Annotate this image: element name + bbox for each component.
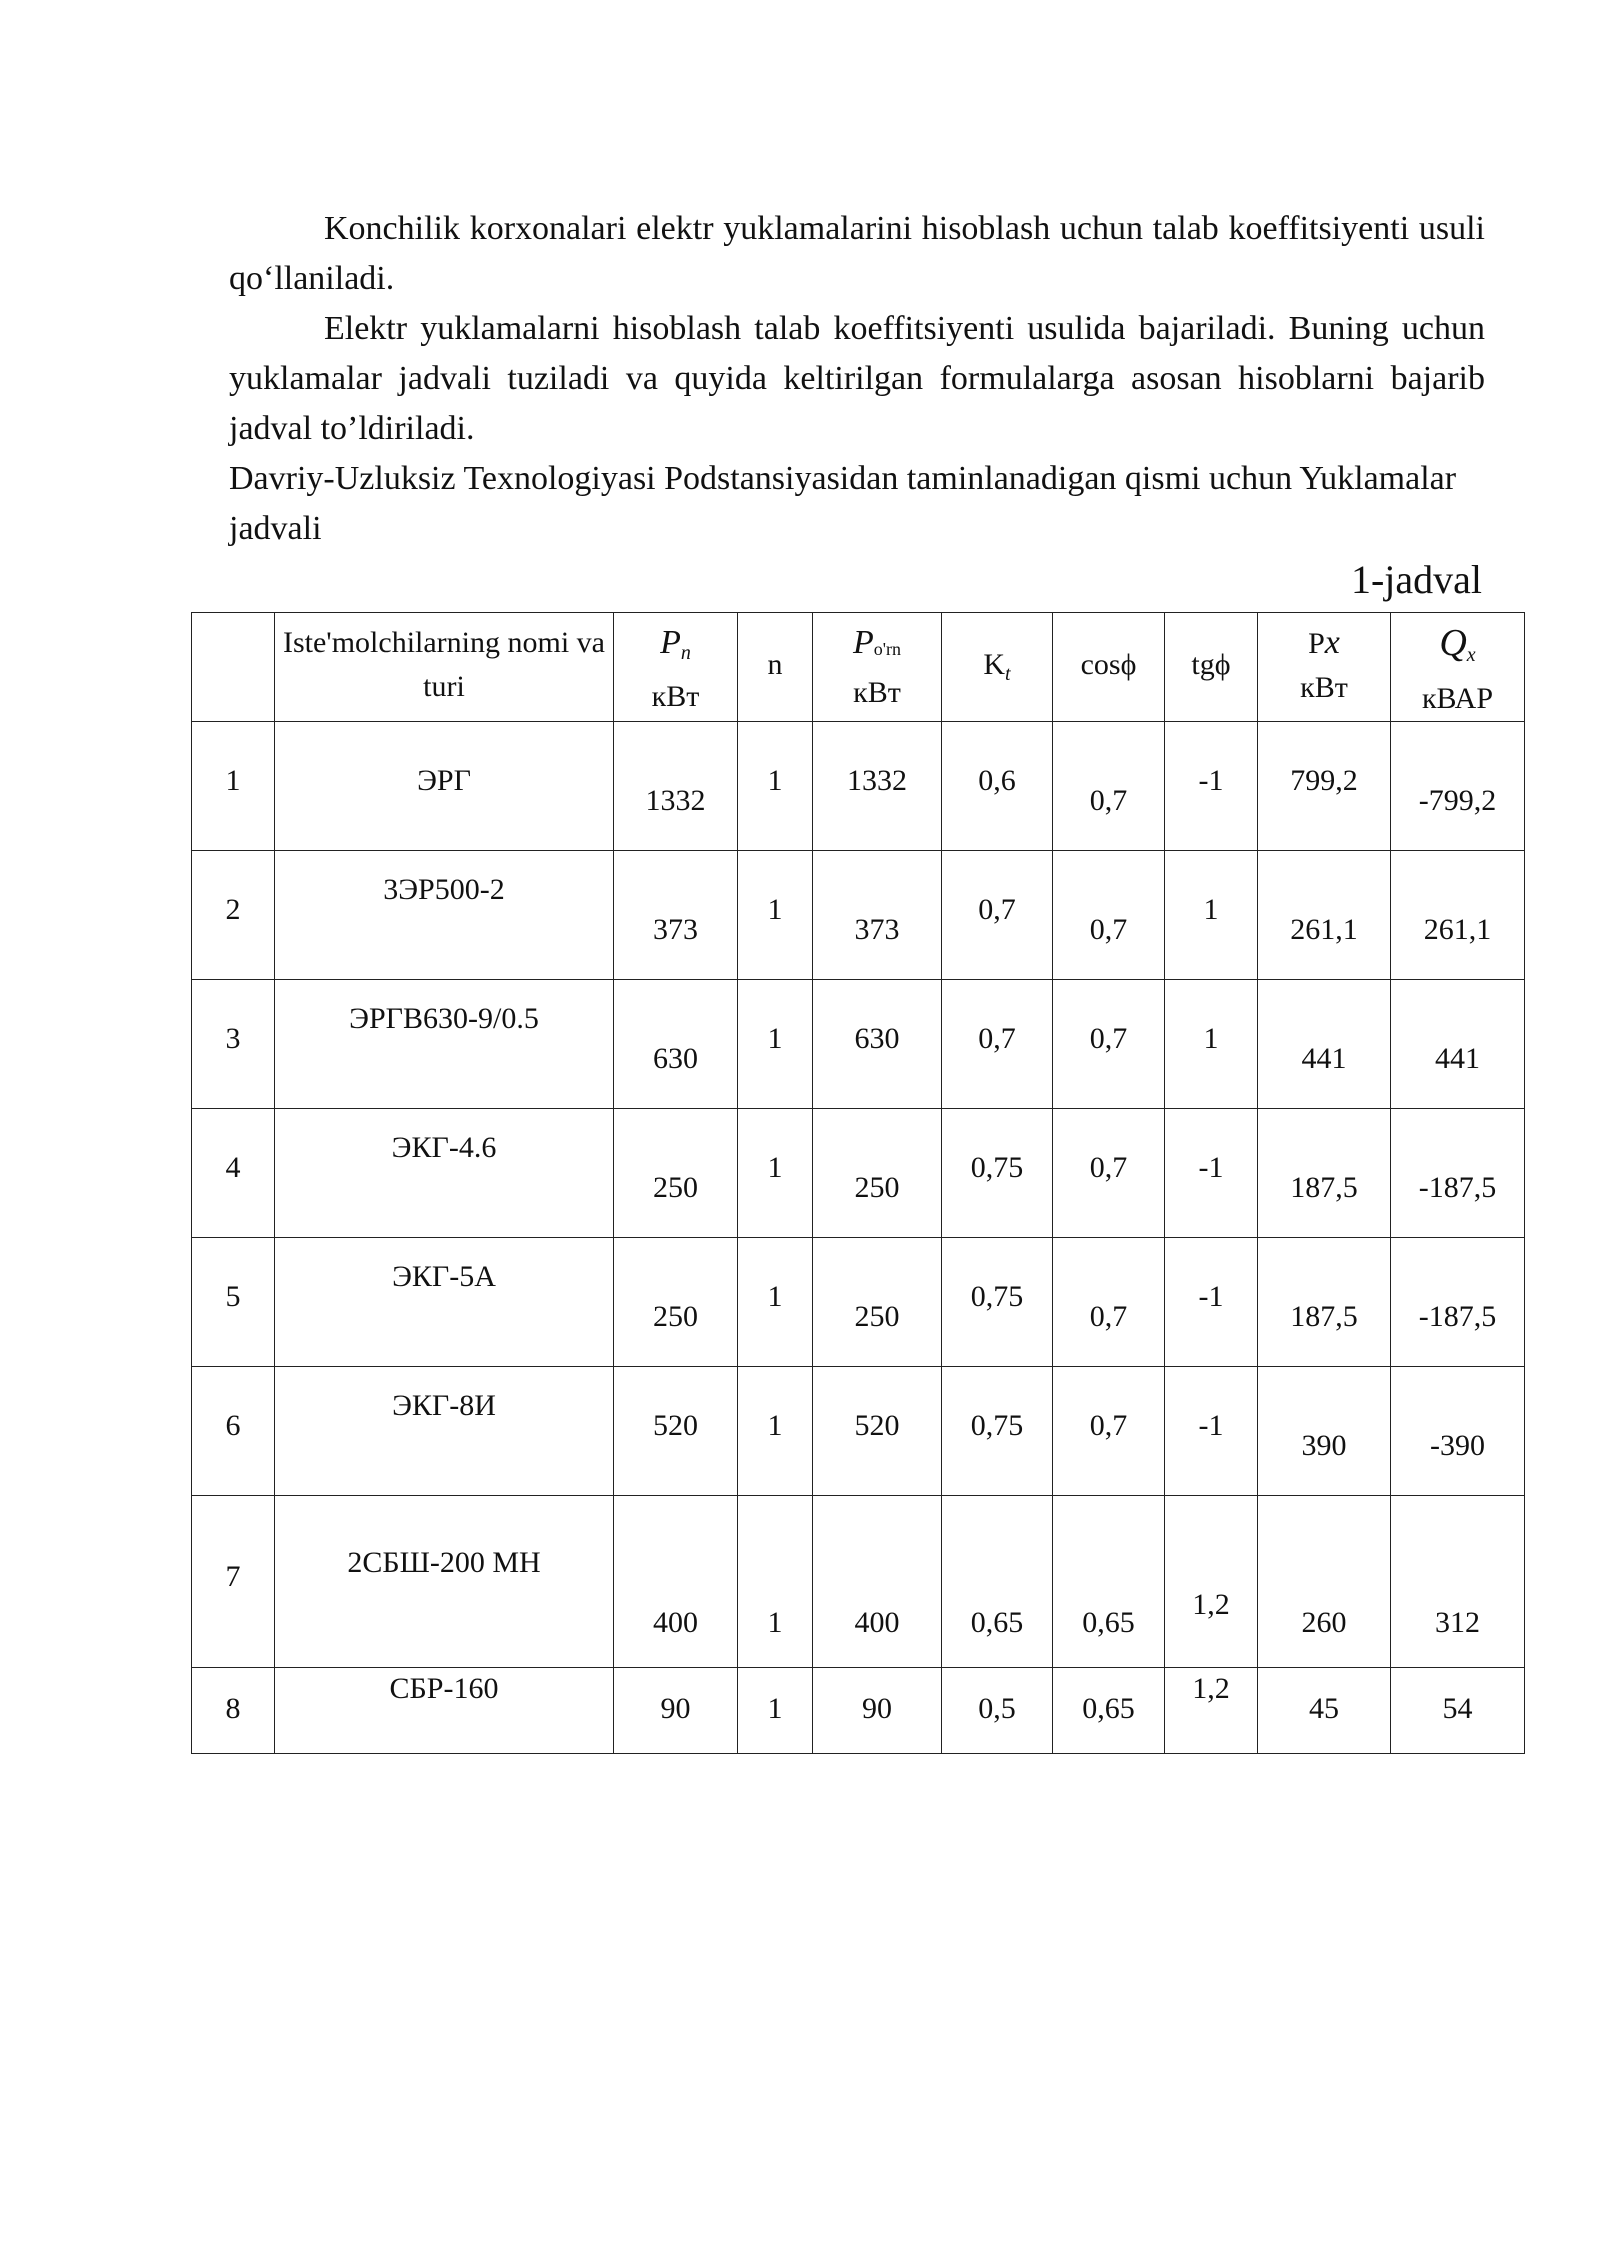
cell-tg: -1 [1165, 1109, 1258, 1238]
cell-qx: -187,5 [1391, 1109, 1525, 1238]
cell-num: 7 [192, 1496, 275, 1668]
cell-num: 5 [192, 1238, 275, 1367]
cell-name: 2СБШ-200 МН [275, 1496, 614, 1668]
cell-pn: 1332 [614, 722, 738, 851]
cell-pn: 373 [614, 851, 738, 980]
cell-tg: 1,2 [1165, 1668, 1258, 1754]
header-name: Iste'molchilarning nomi va turi [275, 613, 614, 722]
cell-cos: 0,7 [1053, 1367, 1165, 1496]
cell-kt: 0,75 [942, 1109, 1053, 1238]
cell-qx: 261,1 [1391, 851, 1525, 980]
header-n: n [738, 613, 813, 722]
cell-qx: -390 [1391, 1367, 1525, 1496]
cell-cos: 0,65 [1053, 1668, 1165, 1754]
cell-pn: 520 [614, 1367, 738, 1496]
header-qx: $Q_x$ кВАР [1391, 613, 1525, 722]
table-row [192, 1668, 1525, 1754]
cell-tg: 1,2 [1165, 1496, 1258, 1668]
cell-px: 45 [1258, 1668, 1391, 1754]
cell-num: 6 [192, 1367, 275, 1496]
cell-porn: 520 [813, 1367, 942, 1496]
cell-tg: 1 [1165, 980, 1258, 1109]
cell-n: 1 [738, 1668, 813, 1754]
cell-porn: 90 [813, 1668, 942, 1754]
cell-n: 1 [738, 980, 813, 1109]
cell-porn: 1332 [813, 722, 942, 851]
cell-cos: 0,7 [1053, 1238, 1165, 1367]
table-caption: 1-jadval [1350, 557, 1482, 602]
cell-porn: 373 [813, 851, 942, 980]
cell-pn: 630 [614, 980, 738, 1109]
cell-num: 3 [192, 980, 275, 1109]
load-table [191, 612, 1525, 1754]
cell-name: ЭКГ-4.6 [275, 1109, 614, 1238]
table-row [192, 980, 1525, 1109]
cell-cos: 0,7 [1053, 722, 1165, 851]
cell-num: 8 [192, 1668, 275, 1754]
table-header-row [192, 613, 1525, 722]
cell-px: 799,2 [1258, 722, 1391, 851]
table-row [192, 1496, 1525, 1668]
cell-name: ЭКГ-8И [275, 1367, 614, 1496]
cell-pn: 90 [614, 1668, 738, 1754]
cell-name: ЭРГВ630-9/0.5 [275, 980, 614, 1109]
header-tg: tgϕ [1165, 613, 1258, 722]
cell-n: 1 [738, 722, 813, 851]
header-px: Рx кВт [1258, 613, 1391, 722]
cell-tg: -1 [1165, 722, 1258, 851]
header-porn: Po'rn кВт [813, 613, 942, 722]
intro-paragraph: Konchilik korxonalari elektr yuklamalarini hisoblash uchun talab koeffitsiyenti usuli qo‘llaniladi. [229, 210, 1485, 297]
cell-porn: 250 [813, 1238, 942, 1367]
cell-px: 187,5 [1258, 1238, 1391, 1367]
cell-n: 1 [738, 1109, 813, 1238]
table-row [192, 851, 1525, 980]
cell-px: 260 [1258, 1496, 1391, 1668]
header-kt: $K_t$ [942, 613, 1053, 722]
cell-n: 1 [738, 1238, 813, 1367]
cell-qx: 54 [1391, 1668, 1525, 1754]
cell-num: 1 [192, 722, 275, 851]
cell-qx: 312 [1391, 1496, 1525, 1668]
table-row [192, 1238, 1525, 1367]
cell-porn: 630 [813, 980, 942, 1109]
header-num [192, 613, 275, 722]
cell-kt: 0,75 [942, 1367, 1053, 1496]
cell-porn: 250 [813, 1109, 942, 1238]
cell-px: 441 [1258, 980, 1391, 1109]
cell-name: ЭКГ-5А [275, 1238, 614, 1367]
cell-kt: 0,7 [942, 980, 1053, 1109]
cell-px: 390 [1258, 1367, 1391, 1496]
cell-qx: -799,2 [1391, 722, 1525, 851]
table-row [192, 722, 1525, 851]
cell-n: 1 [738, 1367, 813, 1496]
cell-kt: 0,7 [942, 851, 1053, 980]
cell-tg: -1 [1165, 1238, 1258, 1367]
cell-kt: 0,75 [942, 1238, 1053, 1367]
cell-name: ЭРГ [275, 722, 614, 851]
table-row [192, 1109, 1525, 1238]
cell-name: СБР-160 [275, 1668, 614, 1754]
header-cos: cosϕ [1053, 613, 1165, 722]
cell-cos: 0,7 [1053, 1109, 1165, 1238]
cell-pn: 400 [614, 1496, 738, 1668]
cell-porn: 400 [813, 1496, 942, 1668]
cell-n: 1 [738, 1496, 813, 1668]
cell-tg: -1 [1165, 1367, 1258, 1496]
cell-kt: 0,65 [942, 1496, 1053, 1668]
cell-qx: 441 [1391, 980, 1525, 1109]
cell-qx: -187,5 [1391, 1238, 1525, 1367]
cell-tg: 1 [1165, 851, 1258, 980]
cell-cos: 0,65 [1053, 1496, 1165, 1668]
cell-name: 3ЭР500-2 [275, 851, 614, 980]
cell-cos: 0,7 [1053, 851, 1165, 980]
cell-cos: 0,7 [1053, 980, 1165, 1109]
cell-px: 187,5 [1258, 1109, 1391, 1238]
cell-n: 1 [738, 851, 813, 980]
cell-num: 2 [192, 851, 275, 980]
cell-kt: 0,6 [942, 722, 1053, 851]
cell-pn: 250 [614, 1109, 738, 1238]
method-paragraph: Elektr yuklamalarni hisoblash talab koeffitsiyenti usulida bajariladi. Buning uchun yuklamalar jadvali tuziladi va quyida keltirilgan formulalarga asosan hisoblarni bajarib jadval to’ldiriladi. [229, 310, 1485, 447]
header-pn: $P_n$ кВт [614, 613, 738, 722]
cell-num: 4 [192, 1109, 275, 1238]
table-title: Davriy-Uzluksiz Texnologiyasi Podstansiyasidan taminlanadigan qismi uchun Yuklamalar jadvali [229, 460, 1457, 547]
cell-px: 261,1 [1258, 851, 1391, 980]
table-row [192, 1367, 1525, 1496]
cell-kt: 0,5 [942, 1668, 1053, 1754]
cell-pn: 250 [614, 1238, 738, 1367]
